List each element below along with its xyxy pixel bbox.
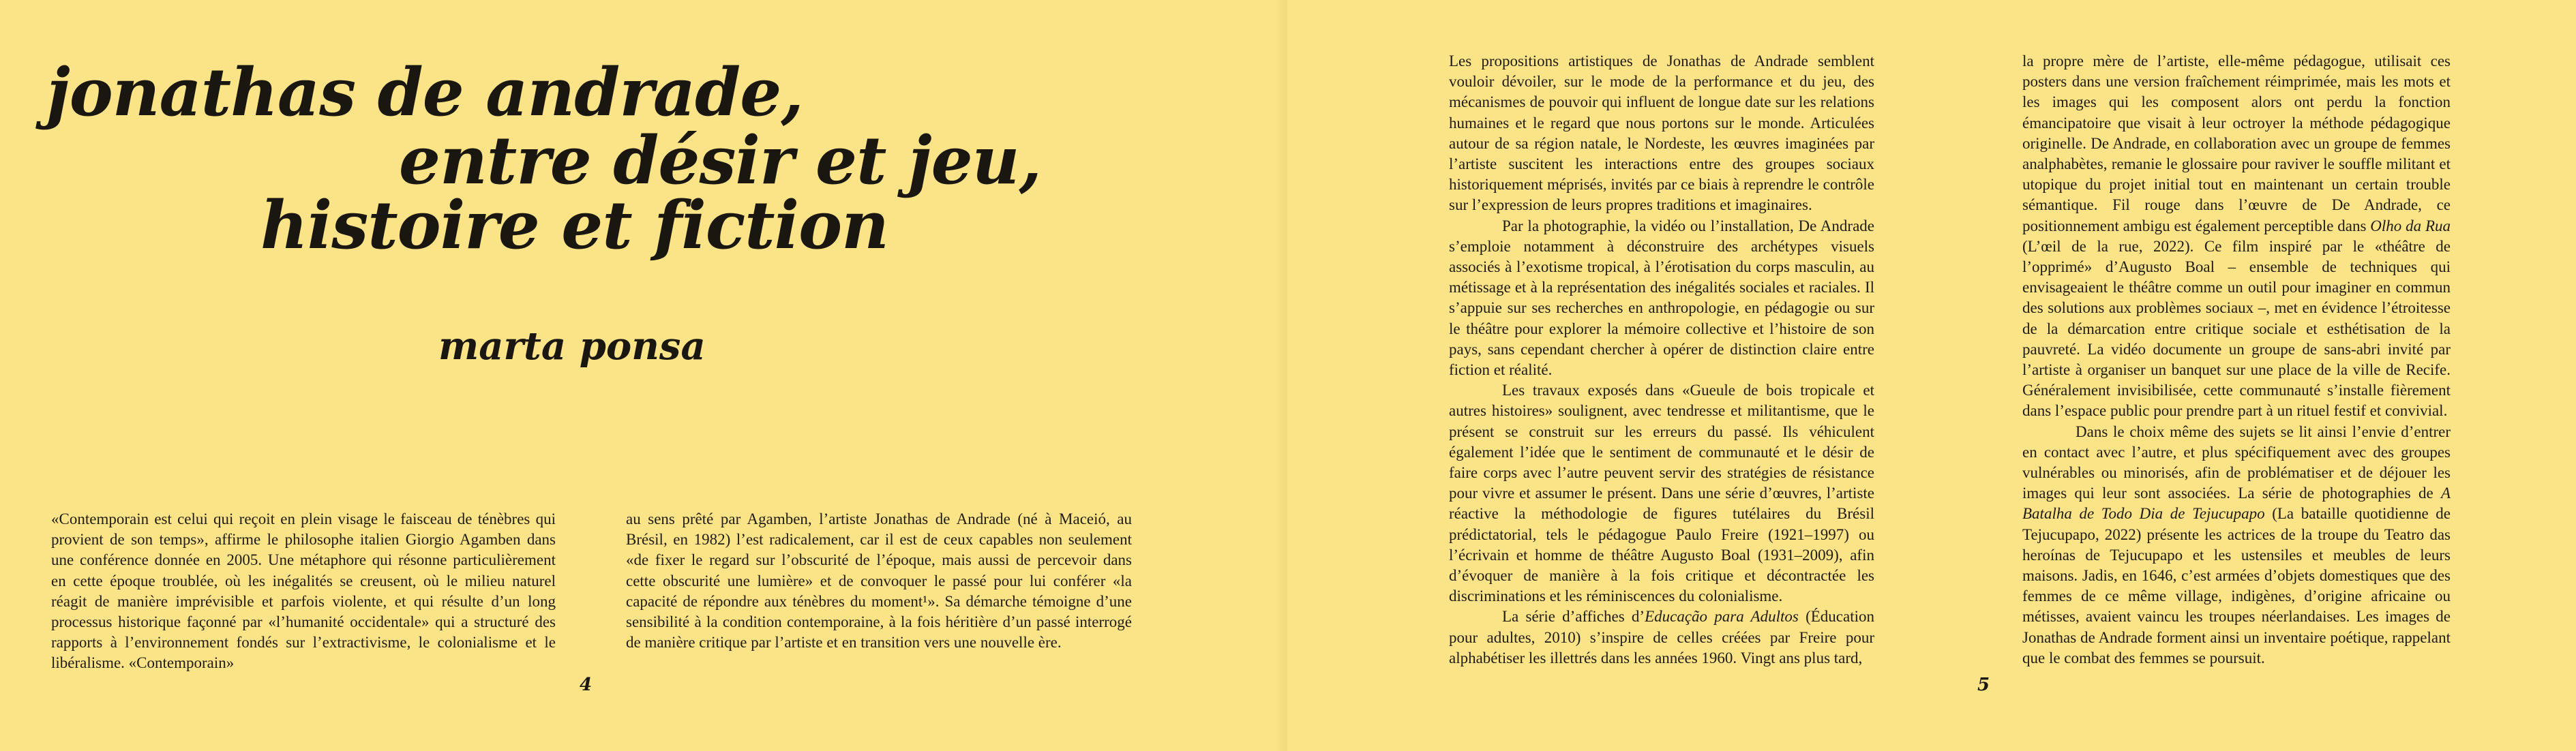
artwork-title: Olho da Rua [2370,217,2451,234]
paragraph: Les travaux exposés dans «Gueule de bois tropicale et autres histoires» soulignent, avec tendresse et militantisme, que le présent se construit sur les erreurs du passé. Ils véhiculent également l’idée que le sentiment de communauté et le désir de faire corps avec l’autre peuvent servir des stratégies de résistance pour vivre et assumer le présent. Dans une série d’œuvres, l’artiste réactive la méthodologie de figures tutélaires du Brésil prédictatorial, tels le pédagogue Paulo Freire (1921–1997) ou l’écrivain et homme de théâtre Augusto Boal (1931–2009), afin d’évoquer de manière à la fois critique et décontractée les discriminations et les réminiscences du colonialisme. [1449,382,1874,605]
text-run: (La bataille quotidienne de Tejucupapo, 2022) présente les actrices de la troupe du Teatro das heroínas de Tejucupapo et les ustensiles et meubles de leurs maisons. Jadis, en 1646, c’est armées d’objets domestiques que des femmes de ce même village, indigènes, d’origine africaine ou métisses, avaient vaincu les troupes néerlandaises. Les images de Jonathas de Andrade forment ainsi un inventaire poétique, rappelant que le combat des femmes se poursuit. [2022,505,2451,666]
page-number-right: 5 [1977,675,1990,695]
text-run: la propre mère de l’artiste, elle-même pédagogue, utilisait ces posters dans une version fraîchement réimprimée, mais les mots et les images qui les composent alors ont perdu la fonction émancipatoire que visait à leur octroyer la méthode pédagogique originelle. De Andrade, en collaboration avec un groupe de femmes analphabètes, remanie le glossaire pour raviver le souffle militant et utopique du projet initial tout en maintenant un certain trouble sémantique. Fil rouge dans l’œuvre de De Andrade, ce positionnement ambigu est également perceptible dans [2022,52,2451,234]
right-column-2 [2022,51,2451,669]
paragraph [2022,51,2451,422]
title-line-1: jonathas de andrade, [46,54,803,131]
paragraph: «Contemporain est celui qui reçoit en plein visage le faisceau de ténèbres qui provient de son temps», affirme le philosophe italien Giorgio Agamben dans une conférence donnée en 2005. Une métaphore qui résonne particulièrement en cette époque troublée, où les inégalités se creusent, où le milieu naturel réagit de manière imprévisible et parfois violente, et qui résulte d’un long processus historique façonné par «l’humanité occidentale» qui a structuré des rapports à l’environnement fondés sur l’extractivisme, le colonialisme et le libéralisme. «Contemporain» [51,510,556,672]
artwork-title: A Batalha de Todo Dia de Tejucupapo [2022,485,2451,523]
paragraph: au sens prêté par Agamben, l’artiste Jonathas de Andrade (né à Maceió, au Brésil, en 1982) l’est radicalement, car il est de ceux capables non seulement «de fixer le regard sur l’obscurité de l’époque, mais aussi de percevoir dans cette obscurité une lumière» et de convoquer le passé pour lui conférer «la capacité de répondre aux ténèbres du moment¹». Sa démarche témoigne d’une sensibilité à la condition contemporaine, à la fois héritière d’un passé interrogé de manière critique par l’artiste et en transition vers une nouvelle ère. [626,510,1132,652]
right-column-1 [1449,51,1874,669]
title-line-3: histoire et fiction [260,187,888,264]
paragraph: Les propositions artistiques de Jonathas de Andrade semblent vouloir dévoiler, sur le mode de la performance et du jeu, des mécanismes de pouvoir qui influent de longue date sur les relations humaines et le regard que nous portons sur le monde. Articulées autour de sa région natale, le Nordeste, les œuvres imaginées par l’artiste suscitent les interactions entre des groupes sociaux historiquement méprisés, invités par ce biais à reprendre le contrôle sur l’expression de leurs propres traditions et imaginaires. [1449,52,1874,214]
page-number-left: 4 [580,675,593,695]
author-name: marta ponsa [438,324,706,369]
text-run: (Éducation pour adultes, 2010) s’inspire de celles créées par Freire pour alphabétiser les illettrés dans les années 1960. Vingt ans plus tard, [1449,608,1874,666]
text-run: (L’œil de la rue, 2022). Ce film inspiré par le «théâtre de l’opprimé» d’Augusto Boal – ensemble de techniques qui envisageaient le théâtre comme un outil pour imaginer en commun des solutions aux problèmes sociaux –, met en évidence l’étroitesse de la démarcation entre critique sociale et esthétisation de la pauvreté. La vidéo documente un groupe de sans-abri invité par l’artiste à organiser un banquet sur une place de la ville de Recife. Généralement invisibilisée, cette communauté s’installe fièrement dans l’espace public pour prendre part à un rituel festif et convivial. [2022,237,2451,420]
text-run: La série d’affiches d’ [1502,608,1645,626]
left-column-1 [51,509,556,674]
paragraph [2022,422,2451,669]
paragraph [1449,607,1874,669]
text-run: Dans le choix même des sujets se lit ainsi l’envie d’entrer en contact avec l’autre, et plus spécifiquement avec des groupes vulnérables ou minorisés, afin de problématiser et de déjouer les images qui leur sont associées. La série de photographies de [2022,423,2451,502]
title-line-2: entre désir et jeu, [399,122,1041,199]
artwork-title: Educação para Adultos [1645,608,1799,626]
left-column-2 [626,509,1132,653]
right-page [1287,0,2576,751]
left-page [0,0,1286,751]
paragraph: Par la photographie, la vidéo ou l’installation, De Andrade s’emploie notamment à déconstruire des archétypes visuels associés à l’exotisme tropical, à l’érotisation du corps masculin, au métissage et à la représentation des inégalités sociales et raciales. Il s’appuie sur ses recherches en anthropologie, en pédagogie ou sur le théâtre pour explorer la mémoire collective et l’histoire de son pays, sans cependant chercher à opérer de distinction claire entre fiction et réalité. [1449,217,1874,379]
